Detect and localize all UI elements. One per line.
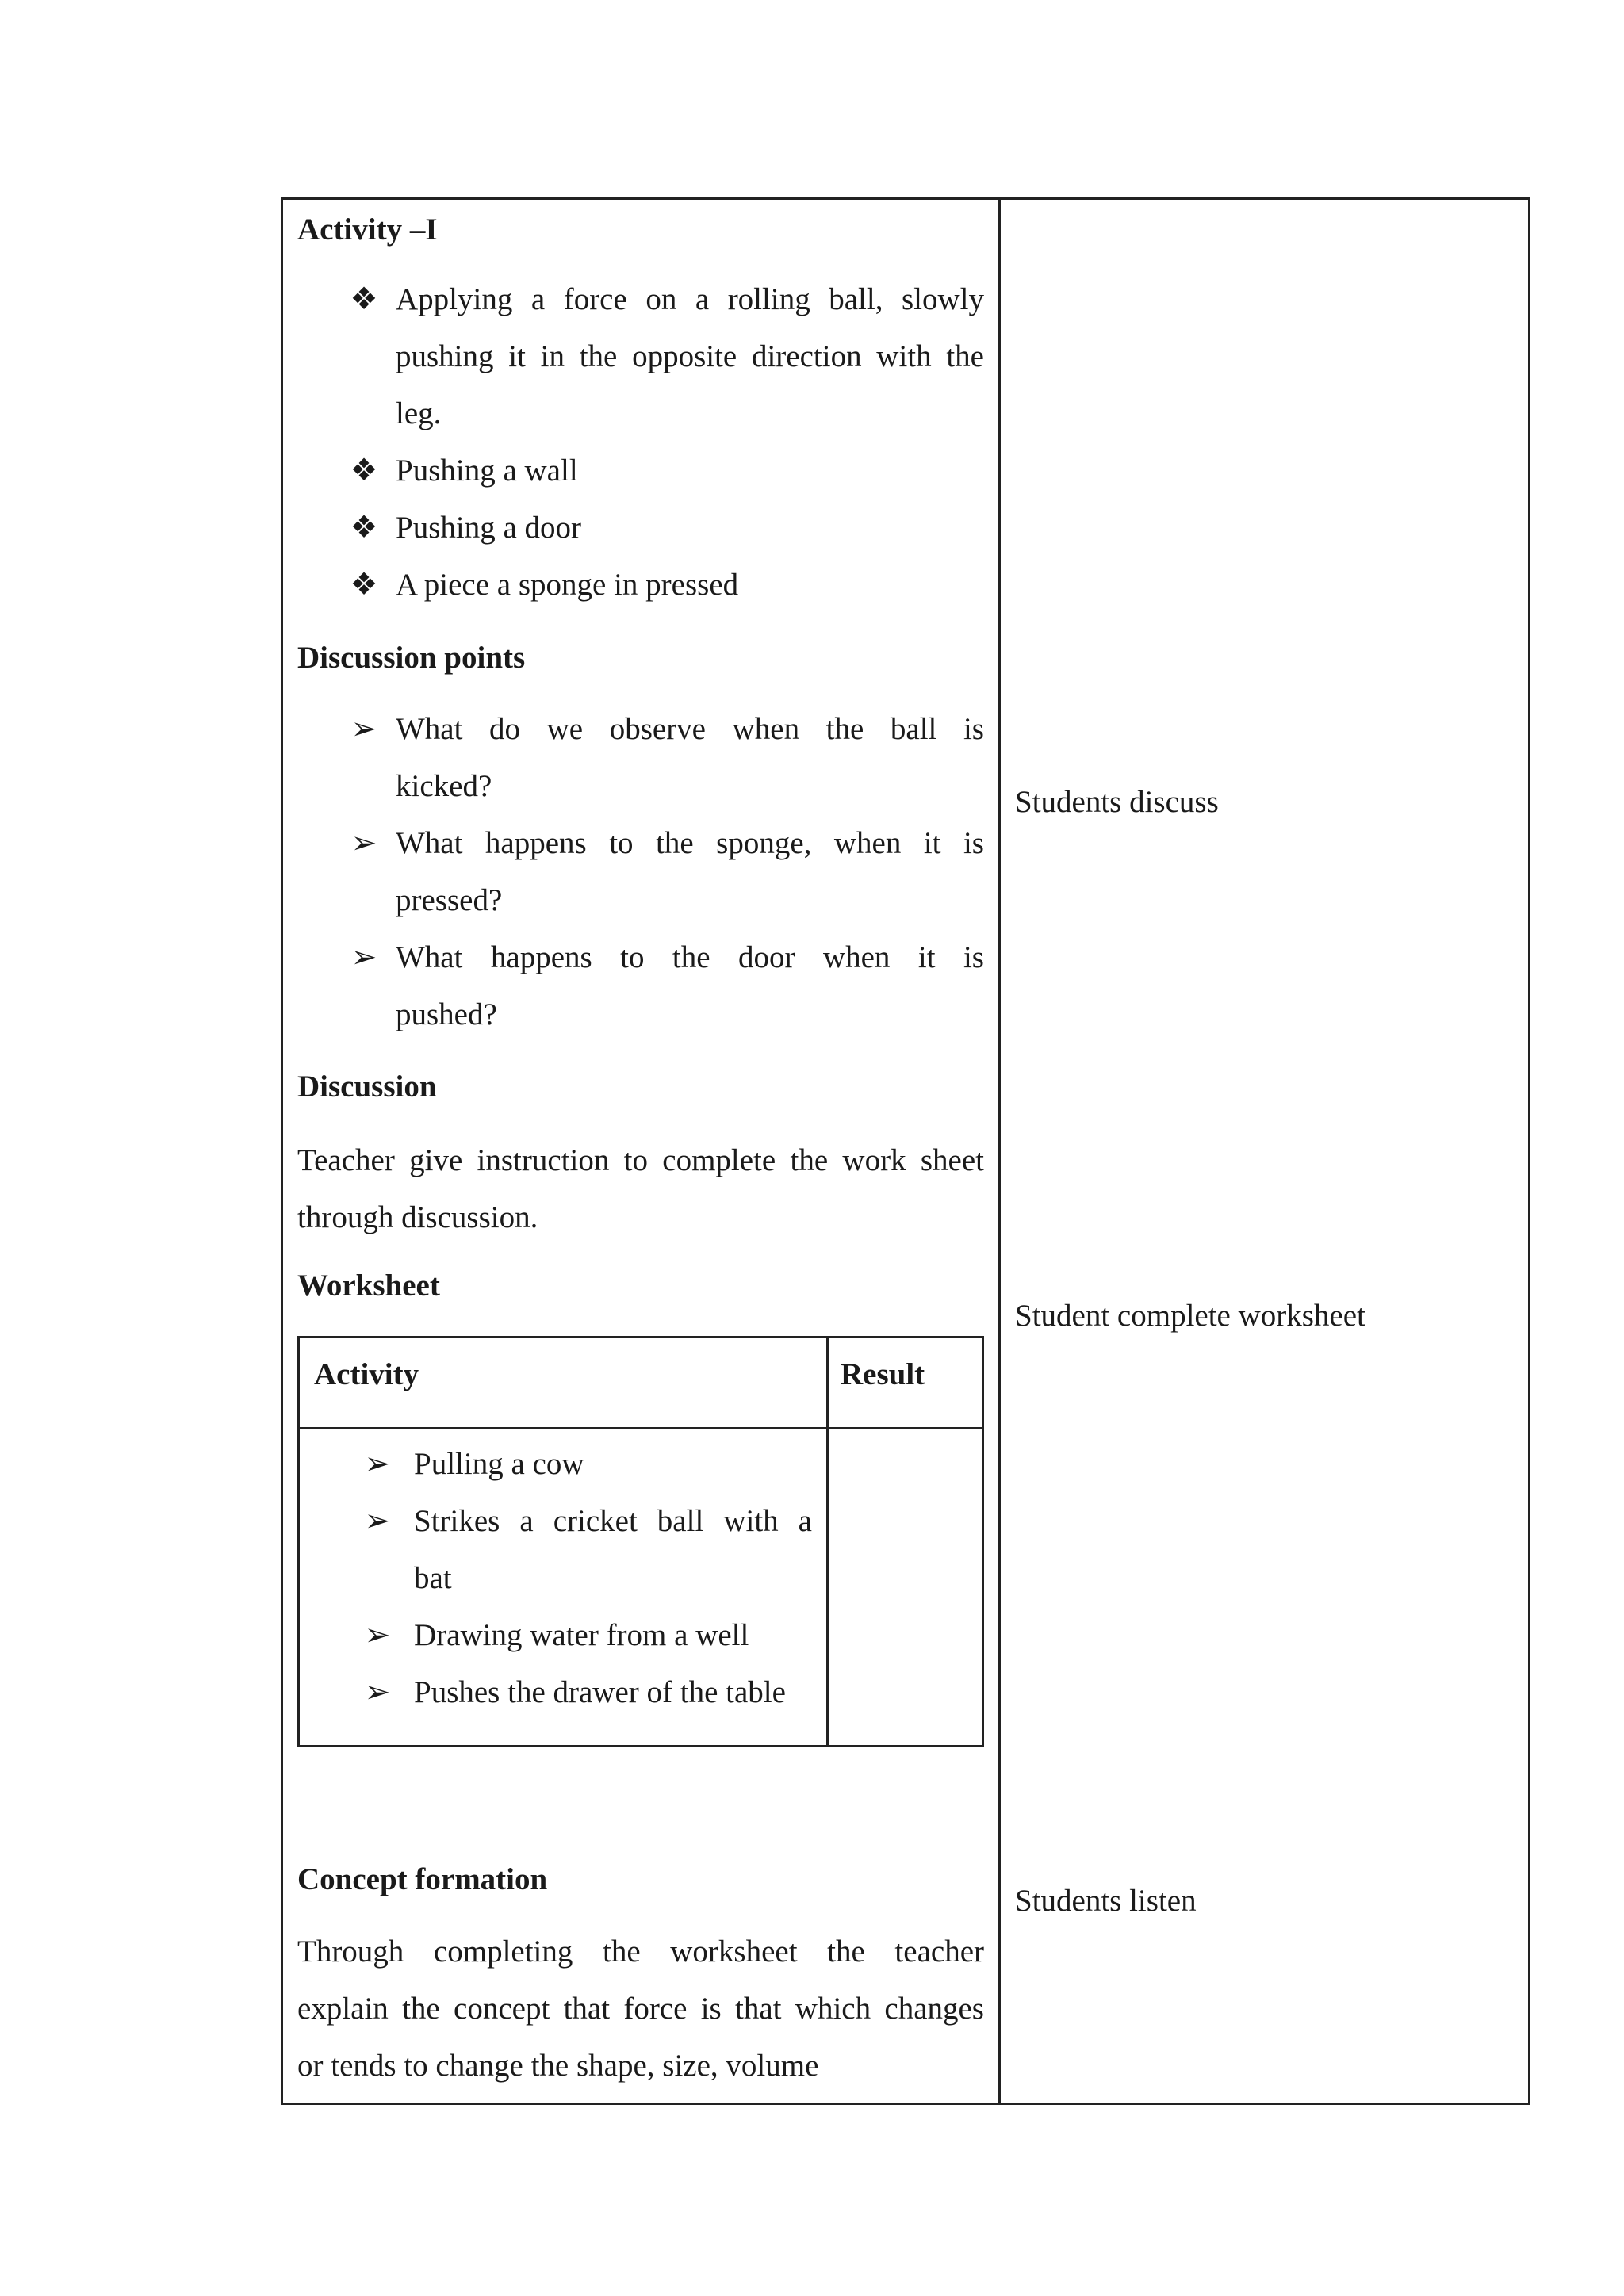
diamond-bullet-icon: ❖ bbox=[350, 568, 378, 602]
list-item: ➢ What happens to the door when it is pushed? bbox=[297, 929, 984, 1043]
worksheet-col-activity: Activity bbox=[314, 1357, 419, 1391]
diamond-bullet-icon: ❖ bbox=[350, 282, 378, 316]
list-item: ❖ Pushing a door bbox=[297, 499, 984, 557]
worksheet-col-result: Result bbox=[841, 1357, 925, 1391]
list-item: ➢ Drawing water from a well bbox=[300, 1607, 826, 1664]
list-item: ❖ A piece a sponge in pressed bbox=[297, 557, 984, 614]
arrow-bullet-icon: ➢ bbox=[364, 1447, 391, 1481]
discussion-points-heading: Discussion points bbox=[297, 641, 526, 675]
teacher-activity-column bbox=[283, 200, 1001, 2103]
arrow-bullet-icon: ➢ bbox=[364, 1504, 391, 1538]
arrow-bullet-icon: ➢ bbox=[364, 1675, 391, 1709]
list-item: ➢ What happens to the sponge, when it is pressed? bbox=[297, 815, 984, 929]
student-complete-worksheet-text: Student complete worksheet bbox=[1015, 1299, 1365, 1333]
worksheet-heading: Worksheet bbox=[297, 1269, 440, 1303]
list-item: ➢ Pushes the drawer of the table bbox=[300, 1664, 826, 1721]
student-activity-column bbox=[1001, 200, 1528, 2103]
arrow-bullet-icon: ➢ bbox=[350, 940, 377, 974]
concept-formation-paragraph: Through completing the worksheet the teacher explain the concept that force is that which changes or tends to change the shape, size, volume bbox=[297, 1934, 984, 2083]
arrow-bullet-icon: ➢ bbox=[350, 826, 377, 860]
students-discuss-text: Students discuss bbox=[1015, 785, 1219, 819]
list-item: ➢ What do we observe when the ball is kicked? bbox=[297, 701, 984, 815]
list-item: ❖ Pushing a wall bbox=[297, 442, 984, 499]
discussion-paragraph: Teacher give instruction to complete the work sheet through discussion. bbox=[297, 1143, 984, 1234]
diamond-bullet-icon: ❖ bbox=[350, 511, 378, 545]
discussion-heading: Discussion bbox=[297, 1070, 437, 1104]
list-item: ➢ Pulling a cow bbox=[300, 1436, 826, 1493]
students-listen-text: Students listen bbox=[1015, 1884, 1197, 1918]
list-item: ❖ Applying a force on a rolling ball, slowly pushing it in the opposite direction with the leg. bbox=[297, 271, 984, 442]
activity-heading: Activity –I bbox=[297, 212, 438, 247]
worksheet-header-row bbox=[300, 1338, 982, 1429]
diamond-bullet-icon: ❖ bbox=[350, 453, 378, 488]
list-item: ➢ Strikes a cricket ball with a bat bbox=[300, 1493, 826, 1607]
arrow-bullet-icon: ➢ bbox=[350, 712, 377, 746]
arrow-bullet-icon: ➢ bbox=[364, 1618, 391, 1652]
worksheet-table bbox=[297, 1336, 984, 1747]
concept-formation-heading: Concept formation bbox=[297, 1862, 548, 1896]
worksheet-body-row bbox=[300, 1429, 982, 1745]
lesson-table bbox=[281, 197, 1530, 2105]
